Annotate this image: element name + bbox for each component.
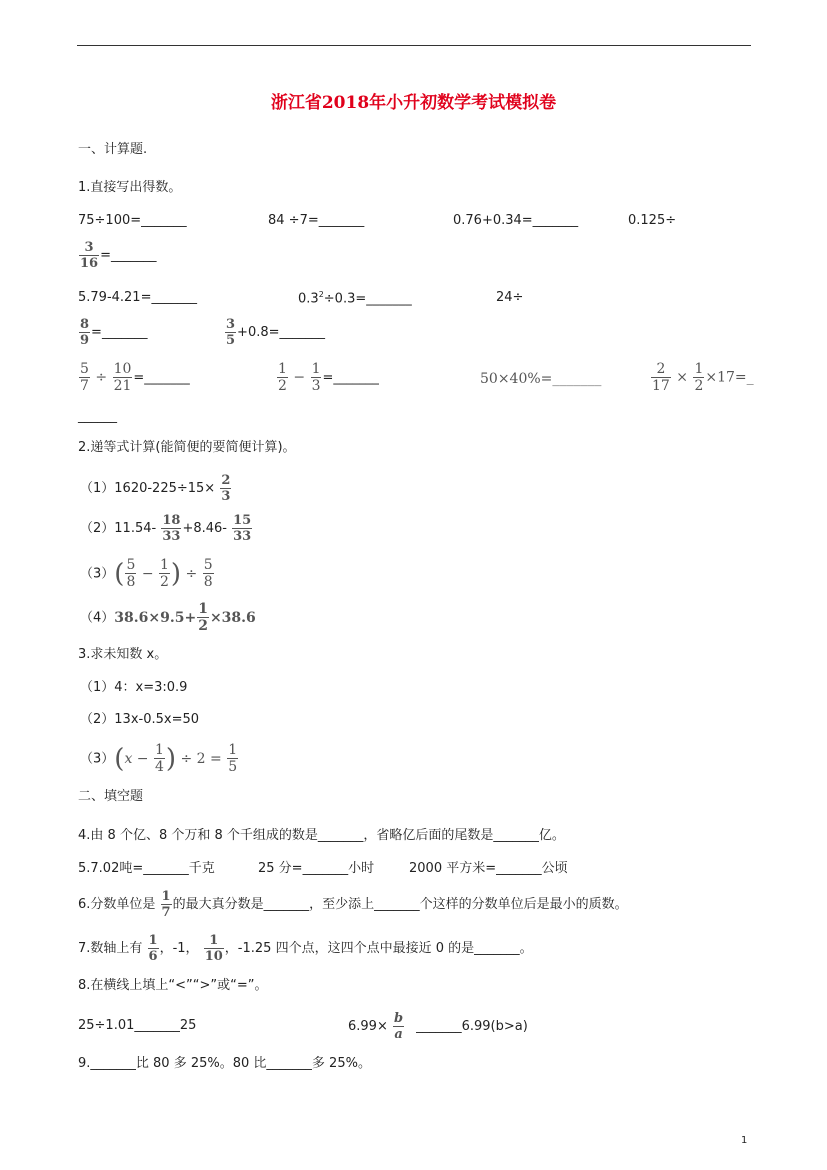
fraction: $\frac{5}{8}$ [203, 557, 213, 590]
fraction: $\frac{2}{3}$ [221, 473, 231, 504]
q1-item-12-cont: ______ [78, 409, 117, 424]
fraction: $\frac{1}{2}$ [198, 601, 208, 634]
q1-item-7: 24÷ [496, 290, 524, 305]
fraction: $\frac{2}{17}$ [652, 361, 670, 394]
q6-text: 6.分数单位是 $\frac{1}{7}$ 的最大真分数是_______，至少添上_______个这样的分数单位后是最小的质数。 [78, 889, 628, 920]
q2-heading: 2.递等式计算(能简便的要简便计算)。 [78, 440, 296, 455]
fraction: $\frac{1}{2}$ [278, 361, 287, 394]
q2-part-4: （4）38.6×9.5+ $\frac{1}{2}$ ×38.6 [80, 601, 256, 634]
q1-item-3: 0.76+0.34=_______ [453, 213, 579, 228]
fraction: $\frac{3}{16}$ [80, 240, 99, 271]
q8-part-b: 6.99× $\frac{b}{a}$ _______6.99(b>a) [348, 1011, 528, 1042]
section-heading-fill: 二、填空题 [78, 789, 144, 804]
fraction: $\frac{5}{8}$ [126, 557, 136, 590]
q1-heading: 1.直接写出得数。 [78, 180, 182, 195]
fraction: $\frac{1}{10}$ [204, 933, 223, 964]
fraction: $\frac{b}{a}$ [393, 1011, 404, 1042]
q1-item-4-cont: $\frac{3}{16}$ =_______ [80, 240, 157, 271]
fraction: $\frac{1}{7}$ [161, 889, 171, 920]
q5-part-a: 5.7.02吨=_______千克 [78, 861, 215, 876]
q1-item-1: 75÷100=_______ [78, 213, 187, 228]
fraction: $\frac{5}{7}$ [80, 361, 89, 394]
fraction: $\frac{1}{2}$ [160, 557, 169, 590]
fraction: $\frac{1}{2}$ [694, 361, 704, 394]
q8-part-a: 25÷1.01_______25 [78, 1018, 197, 1033]
q5-part-b: 25 分=_______小时 [258, 861, 375, 876]
fraction: $\frac{18}{33}$ [162, 513, 181, 544]
fraction: $\frac{8}{9}$ [80, 317, 90, 348]
q3-part-2: （2）13x-0.5x=50 [80, 712, 199, 727]
q9-text: 9._______比 80 多 25%。80 比_______多 25%。 [78, 1056, 371, 1071]
fraction: $\frac{1}{6}$ [148, 933, 158, 964]
page-title: 浙江省2018年小升初数学考试模拟卷 [270, 93, 557, 113]
q1-item-8: $\frac{3}{5}$ +0.8=_______ [226, 317, 326, 348]
q1-item-12: $\frac{2}{17}$ × $\frac{1}{2}$ ×17=_ [652, 361, 754, 394]
q2-part-1: （1）1620-225÷15× $\frac{2}{3}$ [80, 473, 231, 504]
fraction: $\frac{1}{4}$ [154, 742, 164, 775]
section-heading-calc: 一、计算题. [78, 142, 148, 157]
fraction: $\frac{1}{3}$ [311, 361, 321, 394]
q1-item-11: 50×40%=_______ [480, 371, 602, 387]
fraction: $\frac{10}{21}$ [113, 361, 132, 394]
fraction: $\frac{1}{5}$ [228, 742, 238, 775]
page-number: 1 [741, 1135, 748, 1146]
q1-item-2: 84 ÷7=_______ [268, 213, 365, 228]
q5-part-c: 2000 平方米=_______公顷 [409, 861, 568, 876]
q1-item-7-cont: $\frac{8}{9}$ =_______ [80, 317, 148, 348]
header-rule [77, 45, 751, 46]
q3-part-3: （3）(x − $\frac{1}{4}$ ) ÷ 2 = $\frac{1}{5}$ [80, 742, 238, 775]
q1-item-10: $\frac{1}{2}$ − $\frac{1}{3}$ =_______ [278, 361, 379, 394]
q3-heading: 3.求未知数 x。 [78, 647, 168, 662]
q3-part-1: （1）4：x=3:0.9 [80, 680, 188, 695]
q1-item-6: $0.3^2\div 0.3=\_\_\_\_\_\_\_$ [298, 290, 412, 307]
fraction: $\frac{3}{5}$ [226, 317, 236, 348]
fraction: $\frac{15}{33}$ [233, 513, 252, 544]
q2-part-3: （3）( $\frac{5}{8}$ − $\frac{1}{2}$ ) ÷ $\frac{5}{8}$ [80, 557, 213, 590]
q8-heading: 8.在横线上填上“<”“>”或“=”。 [78, 978, 268, 993]
q2-part-2: （2）11.54- $\frac{18}{33}$ +8.46- $\frac{15}{33}$ [80, 513, 252, 544]
q7-text: 7.数轴上有 $\frac{1}{6}$ ，-1， $\frac{1}{10}$ ，-1.25 四个点，这四个点中最接近 0 的是_______。 [78, 933, 533, 964]
q1-item-9: $\frac{5}{7}$ ÷ $\frac{10}{21}$ =_______ [80, 361, 190, 394]
q1-item-5: 5.79-4.21=_______ [78, 290, 197, 305]
q4-text: 4.由 8 个亿、8 个万和 8 个千组成的数是_______，省略亿后面的尾数是_______亿。 [78, 828, 565, 843]
q1-item-4: 0.125÷ [628, 213, 677, 228]
